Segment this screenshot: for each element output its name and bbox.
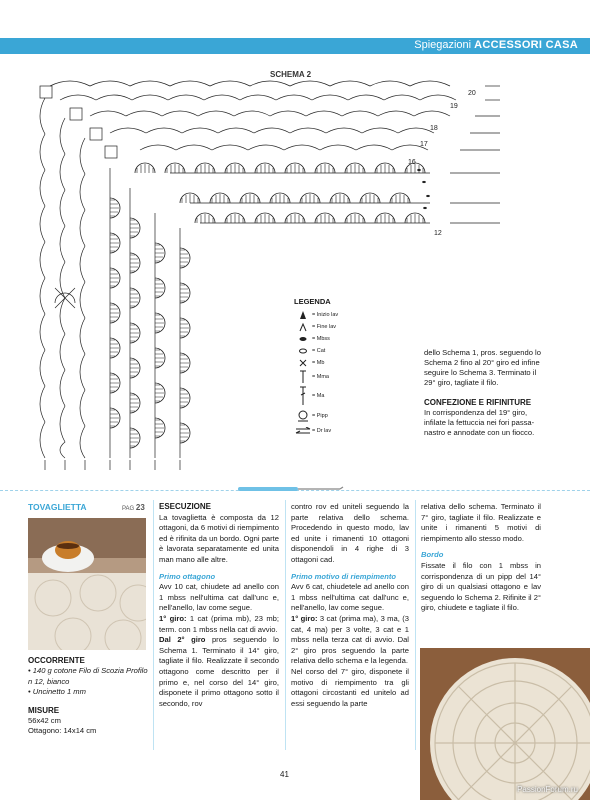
paragraph: Fissate il filo con 1 mbss in corrispondenza di un pipp del 14° giro di un qualsiasi ottagono e lav seguendo lo Schema 2. Rifinite il 2° giro, chiudete e tagliate il filo. bbox=[421, 560, 541, 613]
legend-label: = Mma bbox=[312, 374, 329, 380]
instructions-column-2 bbox=[291, 502, 409, 709]
row-number: 20 bbox=[468, 90, 476, 97]
page-reference-label: PAG bbox=[122, 506, 135, 512]
legend-label: = Mb bbox=[312, 360, 325, 366]
materials-heading: OCCORRENTE bbox=[28, 656, 85, 665]
legend-label: = Ma bbox=[312, 393, 325, 399]
paragraph: Avv 6 cat, chiudetele ad anello con 1 mbss nell'ultima cat dall'unc e, nell'anello, lav come segue. bbox=[291, 582, 409, 613]
paragraph: contro rov ed uniteli seguendo la parte relativa dello schema. Procedendo in questo modo, lav ed unite i rimanenti 10 ottagoni disponendoli in 4 righe di 3 ottagoni cad. bbox=[291, 502, 409, 564]
subheading: Primo motivo di riempimento bbox=[291, 571, 397, 581]
legend-title: LEGENDA bbox=[294, 297, 331, 306]
materials-block bbox=[28, 656, 148, 737]
execution-heading: ESECUZIONE bbox=[159, 502, 212, 511]
project-title: TOVAGLIETTA bbox=[28, 502, 87, 512]
legend-item bbox=[294, 321, 404, 333]
finishing-heading: CONFEZIONE E RIFINITURE bbox=[424, 398, 532, 407]
paragraph: Avv 10 cat, chiudete ad anello con 1 mbss nell'ultima cat dall'unc e, nell'anello, lav come segue. bbox=[159, 582, 279, 613]
row-number: 16 bbox=[408, 159, 416, 166]
legend-item bbox=[294, 345, 404, 357]
section-header bbox=[414, 39, 578, 51]
direction-arrows-icon bbox=[294, 427, 312, 435]
picot-icon bbox=[294, 410, 312, 422]
instructions-column-3 bbox=[421, 502, 541, 614]
header-section: Spiegazioni bbox=[414, 39, 472, 51]
round-label: 1° giro: bbox=[291, 613, 318, 623]
page-number: 41 bbox=[280, 770, 289, 779]
finishing-paragraph: In corrispondenza del 19° giro, infilate la fettuccia nei fori passa-nastro e annodate con un fiocco. bbox=[424, 408, 535, 437]
legend-label: = Fine lav bbox=[312, 324, 336, 330]
paragraph: Nel corso del 7° giro, disponete il motivo di riempimento tra gli ottagoni circostanti ed unitelo ad essi seguendo la parte bbox=[291, 666, 409, 708]
legend-label: = Dr lav bbox=[312, 428, 332, 434]
legend-label: = Pipp bbox=[312, 413, 328, 419]
corner-picots bbox=[40, 86, 117, 308]
continuation-paragraph: dello Schema 1, pros. seguendo lo Schema 2 fino al 20° giro ed infine seguire lo Schema 3. Terminato il 29° giro, tagliate il filo. bbox=[424, 348, 541, 387]
double-crochet-icon bbox=[294, 386, 312, 406]
legend-label: = Mbss bbox=[312, 336, 330, 342]
legend-label: = Cat bbox=[312, 348, 326, 354]
vertical-fans bbox=[110, 198, 190, 448]
schema-title: SCHEMA 2 bbox=[270, 70, 312, 79]
page-reference-number: 23 bbox=[135, 503, 145, 512]
column-rule bbox=[153, 500, 154, 750]
end-arrow-icon bbox=[294, 322, 312, 332]
paragraph bbox=[159, 614, 279, 635]
paragraph bbox=[291, 614, 409, 667]
legend-item bbox=[294, 309, 404, 321]
doily-detail-photo bbox=[420, 648, 590, 800]
round-label: 1° giro: bbox=[159, 613, 187, 623]
legend-item bbox=[294, 333, 404, 345]
header-title: ACCESSORI CASA bbox=[474, 39, 578, 51]
materials-item: • Uncinetto 1 mm bbox=[28, 687, 86, 697]
round-label: Dal 2° giro bbox=[159, 635, 206, 645]
paragraph: relativa dello schema. Terminato il 7° giro, tagliate il filo. Realizzate e unite i rimanenti 5 motivi di riempimento allo stesso modo. bbox=[421, 502, 541, 543]
round-text: 3 cat (prima ma), 3 ma, (3 cat, 4 ma) per 3 volte, 3 cat e 1 mbss nella terza cat di avvio. Dal 2° giro pros seguendo la parte relativa dello schema e la legenda. bbox=[291, 613, 409, 666]
row-number: 18 bbox=[430, 125, 438, 132]
row-number: 12 bbox=[434, 230, 442, 237]
column-rule bbox=[415, 500, 416, 750]
crochet-hook-icon bbox=[230, 485, 345, 493]
row-number: 19 bbox=[450, 103, 458, 110]
half-double-icon bbox=[294, 370, 312, 384]
instructions-column-1 bbox=[159, 502, 279, 709]
cross-icon bbox=[294, 358, 312, 368]
subheading: Primo ottagono bbox=[159, 571, 216, 581]
paragraph: La tovaglietta è composta da 12 ottagoni, da 6 motivi di riempimento ed è rifinita da un bordo. Ogni parte è lavorata separatamente ed unita man mano alle altre. bbox=[159, 512, 279, 564]
upper-right-text bbox=[424, 348, 544, 438]
legend-label: = Inizio lav bbox=[312, 312, 339, 318]
chain-oval-icon bbox=[294, 348, 312, 354]
legend bbox=[294, 297, 404, 437]
watermark: PassionForum.ru bbox=[517, 785, 578, 794]
legend-item bbox=[294, 369, 404, 385]
round-text: 1 cat (prima mb), 23 mb; term. con 1 mbss nella cat di avvio. bbox=[159, 613, 279, 634]
paragraph bbox=[159, 635, 279, 709]
measures-heading: MISURE bbox=[28, 705, 60, 715]
measure-value: 56x42 cm bbox=[28, 716, 61, 726]
column-rule bbox=[285, 500, 286, 750]
legend-item bbox=[294, 385, 404, 407]
tablecloth-photo bbox=[28, 518, 146, 650]
round-text: pros seguendo lo Schema 1. Terminato il 14° giro, tagliate il filo. Realizzate il secondo ottagono come descritto per il primo e, nel corso del 14° giro, disponete il primo ottagono sotto il secondo, rov bbox=[159, 635, 279, 708]
page-reference bbox=[122, 503, 145, 512]
legend-item bbox=[294, 407, 404, 425]
materials-item: • 140 g cotone Filo di Scozia Profilo n 12, bianco bbox=[28, 666, 148, 686]
legend-item bbox=[294, 357, 404, 369]
fan-stitches-rows bbox=[135, 163, 425, 223]
bottom-arrows bbox=[45, 460, 180, 470]
start-arrow-icon bbox=[294, 310, 312, 320]
section-header-bar bbox=[0, 38, 590, 54]
horizontal-rounds bbox=[50, 81, 456, 223]
measure-value: Ottagono: 14x14 cm bbox=[28, 726, 97, 736]
legend-item bbox=[294, 425, 404, 437]
filled-oval-icon bbox=[294, 336, 312, 342]
subheading: Bordo bbox=[421, 550, 444, 560]
row-number: 17 bbox=[420, 141, 428, 148]
